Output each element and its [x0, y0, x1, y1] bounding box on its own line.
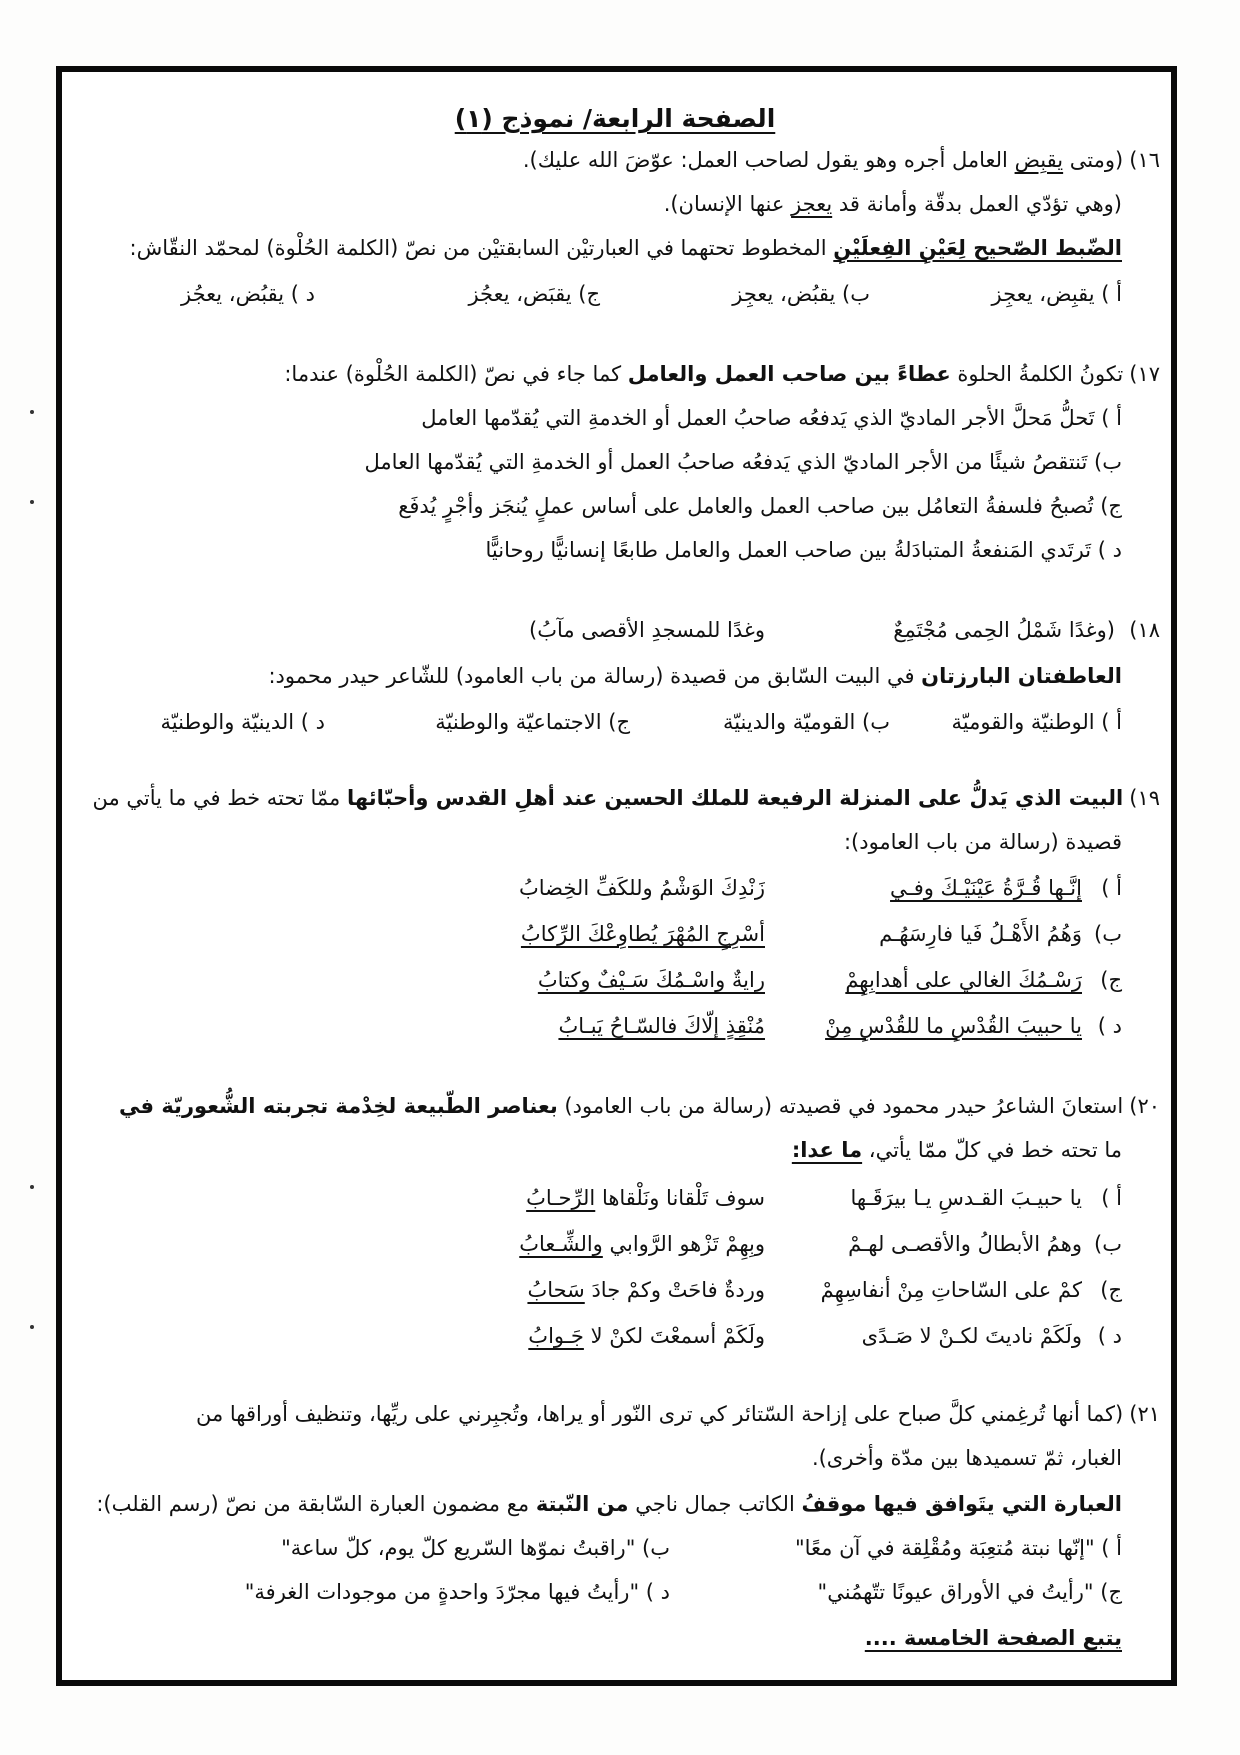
text: وردةٌ فاحَتْ وكمْ جادَ: [584, 1278, 765, 1302]
option-b[interactable]: ب) "راقبتُ نموّها السّريع كلّ يوم، كلّ ساعة": [281, 1536, 670, 1560]
option-c[interactable]: ج) تُصبحُ فلسفةُ التعامُل بين صاحب العمل والعامل على أساس عملٍ يُنجَز وأجْرٍ يُدفَع: [398, 494, 1122, 518]
option-label: ج): [1100, 1278, 1122, 1302]
verse-second-hemistich: [528, 1326, 765, 1347]
verse-first-hemistich: إنَّـها قُـرَّةُ عَيْنَيْـكَ وفـي: [890, 876, 1082, 900]
text: (كما أنها تُرغِمني كلَّ صباح على إزاحة السّتائر كي ترى النّور أو يراها، وتُجبِرني على ريِّها، وتنظيف أوراقها من: [196, 1402, 1124, 1426]
text: مع مضمون العبارة السّابقة من نصّ (رسم القلب):: [96, 1492, 536, 1516]
question-line: الغبار، ثمّ تسميدها بين مدّة وأخرى).: [811, 1446, 1122, 1470]
stem-bold: العاطفتان البارزتان: [921, 664, 1122, 688]
stem-bold: البيت الذي يَدلُّ على المنزلة الرفيعة للملك الحسين عند أهلِ القدس وأحبّائها: [346, 786, 1124, 810]
question-line: [523, 150, 1160, 171]
option-b[interactable]: ب) تَنتقصُ شيئًا من الأجر الماديّ الذي يَدفعُه صاحبُ العمل أو الخدمةِ التي يُقدّمها العامل: [364, 450, 1122, 474]
underlined-word: الرِّحـابُ: [526, 1186, 596, 1210]
text: ولَكَمْ أسمعْتَ لكنْ لا: [583, 1324, 765, 1348]
text: ما تحته خط في كلّ ممّا يأتي،: [862, 1138, 1122, 1162]
question-number: ٢١): [1129, 1402, 1160, 1426]
option-b[interactable]: ب) القوميّة والدينيّة: [722, 710, 890, 734]
text: سوف تَلْقانا ونَلْقاها: [595, 1186, 765, 1210]
verse-first-hemistich: ولَكَمْ ناديتَ لكـنْ لا صَـدًى: [861, 1324, 1082, 1348]
stem-bold: العبارة التي يتَوافق فيها موقفُ: [801, 1492, 1122, 1516]
option-label: أ ): [1101, 876, 1122, 900]
option-label: ب): [1094, 922, 1122, 946]
stem-bold: بعناصر الطّبيعة لخِدْمة تجربته الشُّعوريّة في: [119, 1094, 558, 1118]
underlined-word: جَـوابُ: [528, 1324, 584, 1348]
verse-second-hemistich: وغدًا للمسجدِ الأقصى مآبُ): [529, 618, 765, 642]
option-d[interactable]: د ) يقبُض، يعجُز: [181, 282, 315, 306]
stem-bold: من النّبتة: [535, 1492, 629, 1516]
verse-first-hemistich: (وغدًا شَمْلُ الحِمى مُجْتَمِعٌ: [893, 618, 1115, 642]
text: تكونُ الكلمةُ الحلوة: [950, 362, 1124, 386]
stem-bold: الضّبط الصّحيح لِعَيْنِ الفِعلَيْنِ: [833, 236, 1122, 260]
option-label: أ ): [1101, 1186, 1122, 1210]
question-number: ٢٠): [1129, 1094, 1160, 1118]
text: كما جاء في نصّ (الكلمة الحُلْوة) عندما:: [284, 362, 628, 386]
question-number: ١٦): [1129, 148, 1160, 172]
stem-bold: عطاءً بين صاحب العمل والعامل: [627, 362, 951, 386]
verse-second-hemistich: زَنْدِكَ الوَشْمُ وللكَفِّ الخِضابُ: [519, 876, 765, 900]
underlined-word: والشِّـعابُ: [519, 1232, 603, 1256]
verse-first-hemistich: يا حبيبَ القُدْسِ ما للقُدْسِ مِنْ: [825, 1014, 1082, 1038]
verse-first-hemistich: كمْ على السّاحاتِ مِنْ أنفاسِهِمْ: [820, 1278, 1082, 1302]
question-stem-continued: [792, 1140, 1122, 1161]
verse-second-hemistich: [526, 1188, 765, 1209]
option-c[interactable]: ج) الاجتماعيّة والوطنيّة: [435, 710, 630, 734]
option-c[interactable]: ج) يقبَض، يعجُز: [468, 282, 600, 306]
option-label: د ): [1097, 1324, 1122, 1348]
underlined-word: يقبِض: [1014, 148, 1064, 172]
text: العامل أجره وهو يقول لصاحب العمل: عوّضَ الله عليك).: [522, 148, 1015, 172]
option-d[interactable]: د ) تَرتَدي المَنفعةُ المتبادَلةُ بين صاحب العمل والعامل طابعًا إنسانيًّا روحانيًّا: [485, 538, 1122, 562]
verse-second-hemistich: أسْرِجِ المُهْرَ يُطاوِعْكَ الرِّكابُ: [520, 922, 765, 946]
question-stem: [130, 238, 1122, 259]
option-a[interactable]: أ ) الوطنيّة والقوميّة: [951, 710, 1122, 734]
underlined-word: يعجز: [791, 192, 833, 216]
text: في البيت السّابق من قصيدة (رسالة من باب العامود) للشّاعر حيدر محمود:: [268, 664, 922, 688]
text: المخطوط تحتهما في العبارتيْن السابقتيْن من نصّ (الكلمة الحُلْوة) لمحمّد النقّاش:: [129, 236, 834, 260]
underlined-word: سَحابُ: [527, 1278, 585, 1302]
question-stem: [284, 364, 1160, 385]
question-line: [664, 194, 1122, 215]
option-label: د ): [1097, 1014, 1122, 1038]
question-number: ١٧): [1129, 362, 1160, 386]
question-number: ١٩): [1129, 786, 1160, 810]
option-d[interactable]: د ) الدينيّة والوطنيّة: [160, 710, 325, 734]
option-label: ب): [1094, 1232, 1122, 1256]
margin-dot: [30, 410, 34, 414]
text: وبِهِمْ تَزْهو الرَّوابي: [602, 1232, 765, 1256]
verse-first-hemistich: وهمُ الأبطالُ والأقصـى لهـمْ: [848, 1232, 1082, 1256]
verse-first-hemistich: يا حبيـبَ القـدسِ يـا بيرَقَـها: [850, 1186, 1082, 1210]
option-a[interactable]: أ ) يقبِض، يعجِز: [991, 282, 1122, 306]
text: (ومتى: [1063, 148, 1124, 172]
question-stem: [93, 788, 1161, 809]
text: عنها الإنسان).: [663, 192, 792, 216]
continue-note: يتبع الصفحة الخامسة ....: [864, 1626, 1122, 1650]
verse-second-hemistich: [519, 1234, 765, 1255]
verse-first-hemistich: وَهُمُ الأَهْـلُ فَيا فارِسَهُـم: [879, 922, 1082, 946]
verse-first-hemistich: رَسْـمُكَ الغالي على أهدابِهِمْ: [845, 968, 1082, 992]
verse-second-hemistich: مُنْقِذٍ إلّاكَ فالسّـاحُ يَبـابُ: [558, 1014, 765, 1038]
option-b[interactable]: ب) يقبُض، يعجِز: [732, 282, 870, 306]
question-stem: [96, 1494, 1122, 1515]
question-stem: [268, 666, 1122, 687]
verse-second-hemistich: رايةٌ واسْـمُكَ سَـيْفٌ وكتابُ: [537, 968, 765, 992]
option-label: ج): [1100, 968, 1122, 992]
option-d[interactable]: د ) "رأيتُ فيها مجرّدَ واحدةٍ من موجودات الغرفة": [244, 1580, 670, 1604]
text: الكاتب جمال ناجي: [628, 1492, 802, 1516]
question-number: ١٨): [1129, 618, 1160, 642]
question-stem: [119, 1096, 1160, 1117]
option-a[interactable]: أ ) "إنّها نبتة مُتعِبَة ومُقْلِقة في آن معًا": [794, 1536, 1122, 1560]
question-stem-continued: قصيدة (رسالة من باب العامود):: [843, 830, 1122, 854]
page-title: الصفحة الرابعة/ نموذج (١): [454, 104, 776, 133]
margin-dot: [30, 1325, 34, 1329]
question-line: [196, 1404, 1160, 1425]
margin-dot: [30, 1185, 34, 1189]
verse-second-hemistich: [527, 1280, 765, 1301]
stem-bold: ما عدا:: [791, 1138, 863, 1162]
margin-dot: [30, 500, 34, 504]
text: (وهي تؤدّي العمل بدقّة وأمانة قد: [832, 192, 1122, 216]
option-c[interactable]: ج) "رأيتُ في الأوراق عيونًا تتّهمُني": [817, 1580, 1122, 1604]
text: ممّا تحته خط في ما يأتي من: [92, 786, 347, 810]
option-a[interactable]: أ ) تَحلُّ مَحلَّ الأجر الماديّ الذي يَدفعُه صاحبُ العمل أو الخدمةِ التي يُقدّمها العامل: [421, 406, 1122, 430]
text: استعانَ الشاعرُ حيدر محمود في قصيدته (رسالة من باب العامود): [557, 1094, 1124, 1118]
